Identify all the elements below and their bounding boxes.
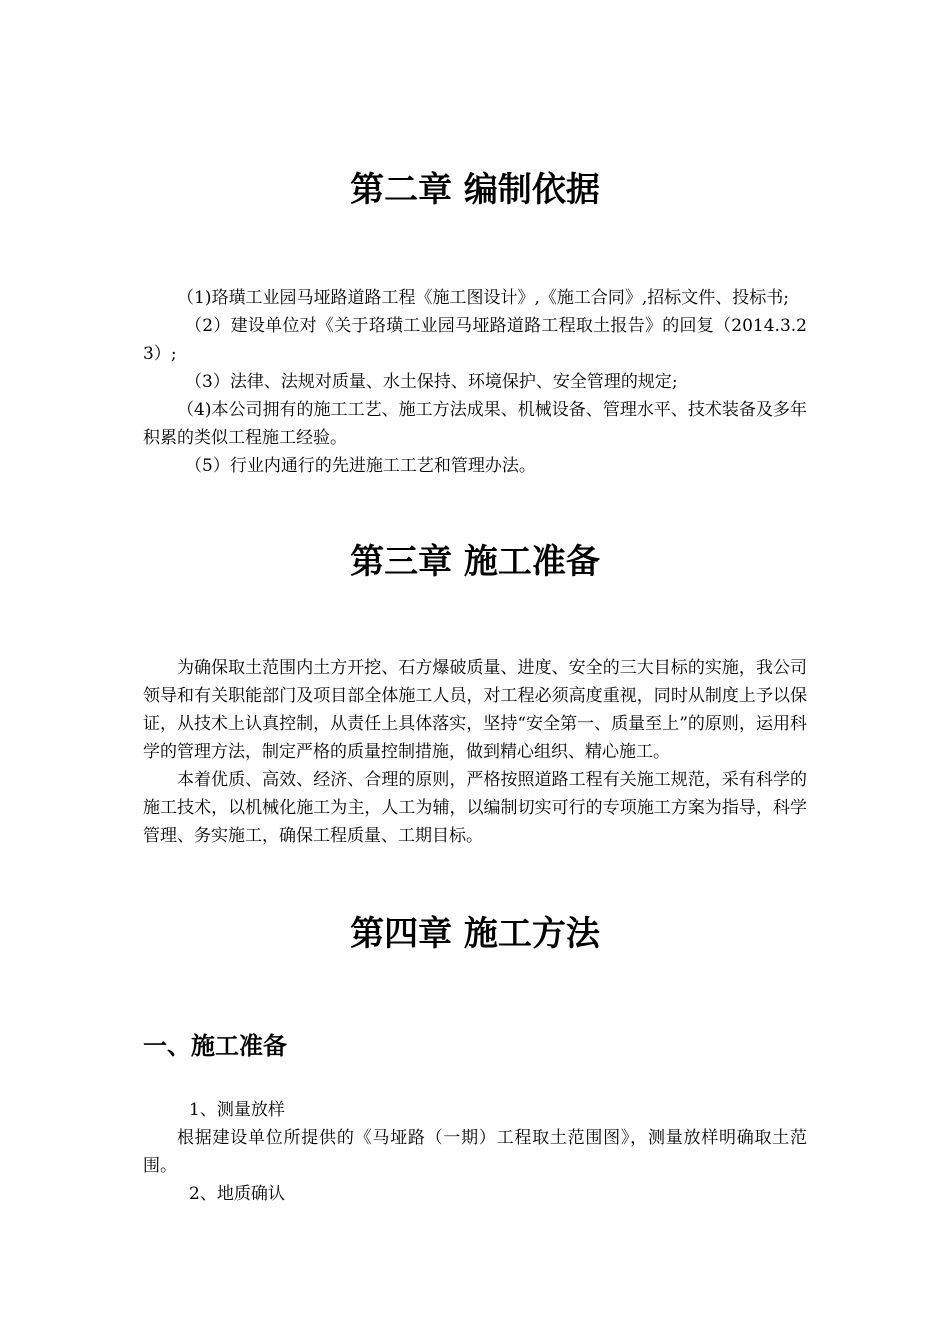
chapter-2-basis-list: [143, 284, 807, 480]
basis-item-1: （1)珞璜工业园马垭路道路工程《施工图设计》,《施工合同》,招标文件、投标书;: [177, 288, 789, 308]
item-1-title: 1、测量放样: [189, 1100, 285, 1120]
item-2-title: 2、地质确认: [189, 1184, 285, 1204]
section-1-body: [143, 1096, 807, 1208]
basis-item-4: （4)本公司拥有的施工工艺、施工方法成果、机械设备、管理水平、技术装备及多年积累的类似工程施工经验。: [143, 400, 807, 448]
chapter-2-title: 第二章 编制依据: [350, 170, 600, 210]
basis-item-5: （5）行业内通行的先进施工工艺和管理办法。: [185, 456, 536, 476]
chapter-3-paragraph-1: 为确保取土范围内土方开挖、石方爆破质量、进度、安全的三大目标的实施，我公司领导和有关职能部门及项目部全体施工人员，对工程必须高度重视，同时从制度上予以保证，从技术上认真控制，从责任上具体落实，坚持“安全第一、质量至上”的原则，运用科学的管理方法，制定严格的质量控制措施，做到精心组织、精心施工。: [143, 658, 807, 762]
item-1-text: 根据建设单位所提供的《马垭路（一期）工程取土范围图》，测量放样明确取土范围。: [143, 1128, 807, 1176]
basis-item-3: （3）法律、法规对质量、水土保持、环境保护、安全管理的规定;: [185, 372, 678, 392]
chapter-3-body: [143, 654, 807, 850]
chapter-4-title: 第四章 施工方法: [350, 914, 600, 954]
section-1-heading: 一、施工准备: [143, 1032, 287, 1060]
chapter-3-paragraph-2: 本着优质、高效、经济、合理的原则，严格按照道路工程有关施工规范，采有科学的施工技术，以机械化施工为主，人工为辅，以编制切实可行的专项施工方案为指导，科学管理、务实施工，确保工程质量、工期目标。: [143, 770, 807, 846]
chapter-3-title: 第三章 施工准备: [350, 542, 600, 582]
basis-item-2: （2）建设单位对《关于珞璜工业园马垭路道路工程取土报告》的回复（2014.3.23）;: [143, 316, 807, 364]
